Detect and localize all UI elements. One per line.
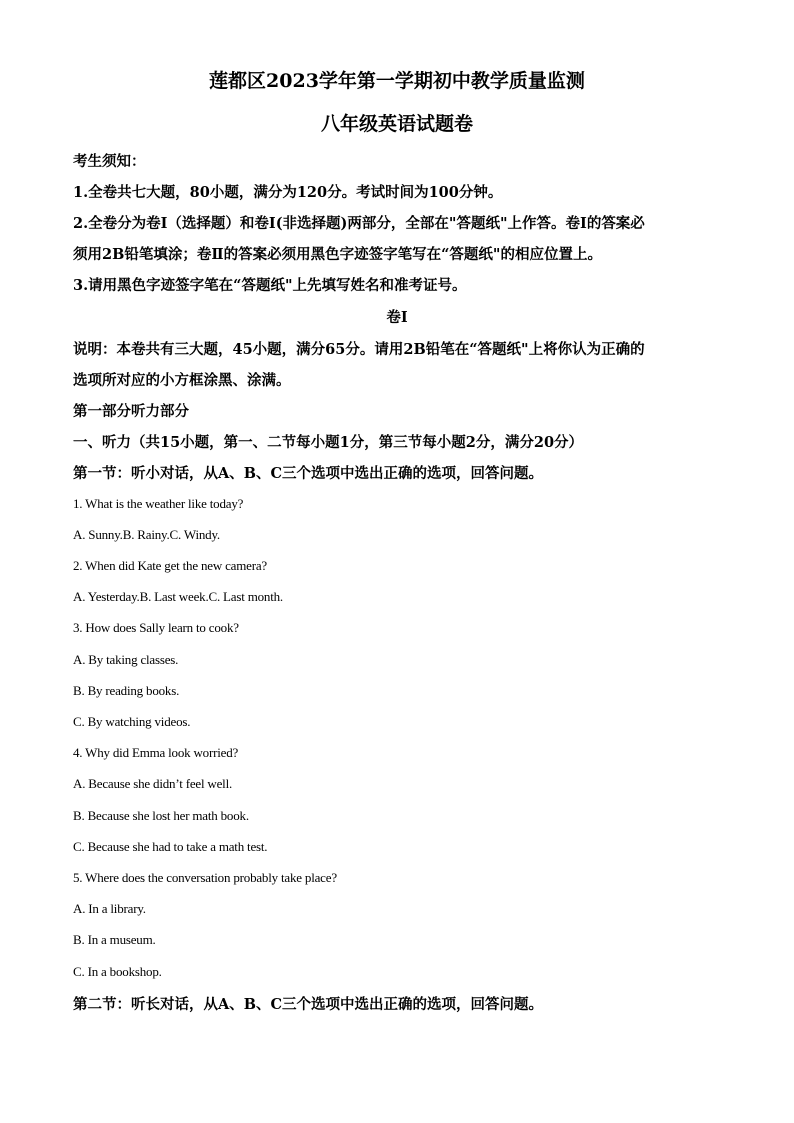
question-3-option-c: C. By watching videos. <box>73 714 191 729</box>
notice-heading: 考生须知： <box>73 153 146 170</box>
question-5-option-b: B. In a museum. <box>73 932 156 947</box>
notice-item-2a: 2.全卷分为卷I（选择题）和卷I(非选择题)两部分，全部在"答题纸"上作答。卷I的答案必 <box>73 215 645 232</box>
question-4: 4. Why did Emma look worried? <box>73 745 239 760</box>
question-5-option-a: A. In a library. <box>73 901 146 916</box>
question-1-options: A. Sunny.B. Rainy.C. Windy. <box>73 527 220 542</box>
question-3-option-a: A. By taking classes. <box>73 652 179 667</box>
question-3: 3. How does Sally learn to cook? <box>73 620 239 635</box>
question-3-option-b: B. By reading books. <box>73 683 180 698</box>
part-heading: 第一部分听力部分 <box>73 403 189 420</box>
question-2: 2. When did Kate get the new camera? <box>73 558 267 573</box>
question-5-option-c: C. In a bookshop. <box>73 964 162 979</box>
volume-desc-a: 说明：本卷共有三大题，45小题，满分65分。请用2B铅笔在“答题纸"上将你认为正确的 <box>73 341 645 358</box>
question-5: 5. Where does the conversation probably take place? <box>73 870 337 885</box>
notice-item-3: 3.请用黑色字迹签字笔在“答题纸"上先填写姓名和准考证号。 <box>73 277 467 294</box>
subsection-1: 第一节：听小对话，从A、B、C三个选项中选出正确的选项，回答问题。 <box>73 465 544 482</box>
subsection-2: 第二节：听长对话，从A、B、C三个选项中选出正确的选项，回答问题。 <box>73 996 544 1013</box>
exam-subtitle: 八年级英语试题卷 <box>320 113 473 135</box>
volume-heading: 卷I <box>386 309 408 326</box>
question-1: 1. What is the weather like today? <box>73 496 244 511</box>
question-2-options: A. Yesterday.B. Last week.C. Last month. <box>73 589 283 604</box>
question-4-option-b: B. Because she lost her math book. <box>73 808 249 823</box>
notice-item-1: 1.全卷共七大题，80小题，满分为120分。考试时间为100分钟。 <box>73 184 503 201</box>
question-4-option-a: A. Because she didn’t feel well. <box>73 776 233 791</box>
notice-item-2b: 须用2B铅笔填涂；卷Ⅱ的答案必须用黑色字迹签字笔写在“答题纸"的相应位置上。 <box>73 246 602 263</box>
exam-title: 莲都区2023学年第一学期初中教学质量监测 <box>209 70 585 92</box>
volume-desc-b: 选项所对应的小方框涂黑、涂满。 <box>73 372 291 389</box>
section-title: 一、听力（共15小题，第一、二节每小题1分，第三节每小题2分，满分20分） <box>73 434 584 451</box>
question-4-option-c: C. Because she had to take a math test. <box>73 839 268 854</box>
